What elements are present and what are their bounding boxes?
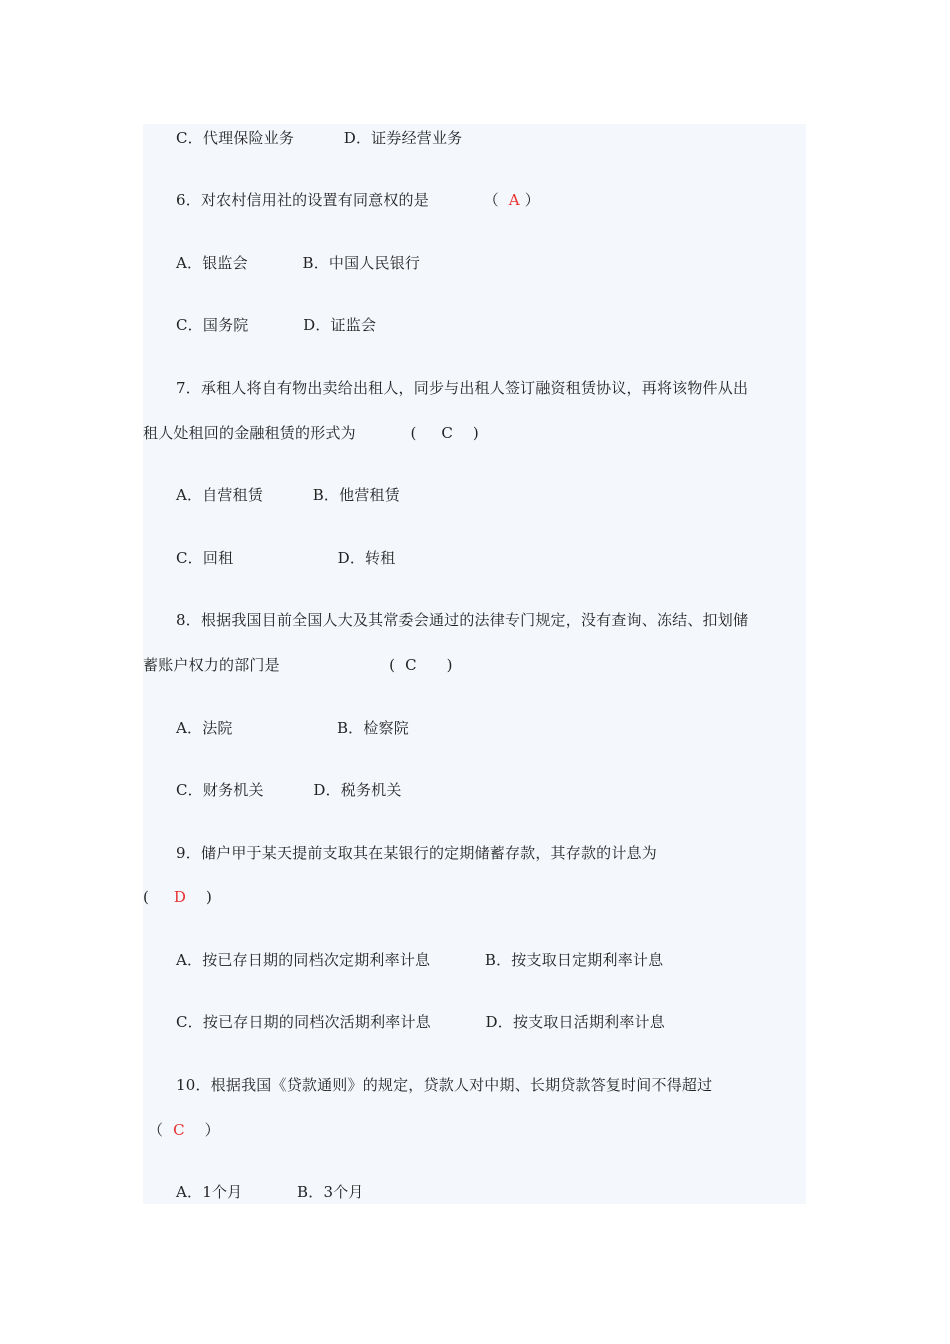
- question-8-continuation: 蓄账户权力的部门是 ( C ): [143, 656, 453, 674]
- option-line: A．按已存日期的同档次定期利率计息 B．按支取日定期利率计息: [176, 951, 664, 969]
- question-7-continuation: 租人处租回的金融租赁的形式为 ( C ): [143, 424, 479, 442]
- option-line: C．按已存日期的同档次活期利率计息 D．按支取日活期利率计息: [176, 1013, 665, 1031]
- question-6: 6．对农村信用社的设置有同意权的是 （ A ）: [176, 191, 540, 209]
- option-line: C．财务机关 D．税务机关: [176, 781, 402, 799]
- question-10-answer: （ C ）: [143, 1121, 220, 1139]
- option-line: A．1个月 B．3个月: [176, 1183, 364, 1201]
- option-line: A．自营租赁 B．他营租赁: [176, 486, 400, 504]
- option-line: C．代理保险业务 D．证券经营业务: [176, 129, 463, 147]
- question-9-answer: ( D ): [143, 888, 213, 906]
- option-line: C．国务院 D．证监会: [176, 316, 377, 334]
- answer-mark: C: [173, 1121, 185, 1139]
- answer-mark: D: [173, 888, 187, 906]
- question-10: 10．根据我国《贷款通则》的规定，贷款人对中期、长期贷款答复时间不得超过: [176, 1076, 713, 1094]
- option-line: A．法院 B．检察院: [176, 719, 409, 737]
- answer-mark: A: [508, 191, 520, 209]
- option-line: A．银监会 B．中国人民银行: [176, 254, 421, 272]
- question-7: 7．承租人将自有物出卖给出租人，同步与出租人签订融资租赁协议，再将该物件从出: [176, 379, 749, 397]
- question-8: 8．根据我国目前全国人大及其常委会通过的法律专门规定，没有查询、冻结、扣划储: [176, 611, 749, 629]
- question-9: 9．储户甲于某天提前支取其在某银行的定期储蓄存款，其存款的计息为: [176, 844, 657, 862]
- option-line: C．回租 D．转租: [176, 549, 396, 567]
